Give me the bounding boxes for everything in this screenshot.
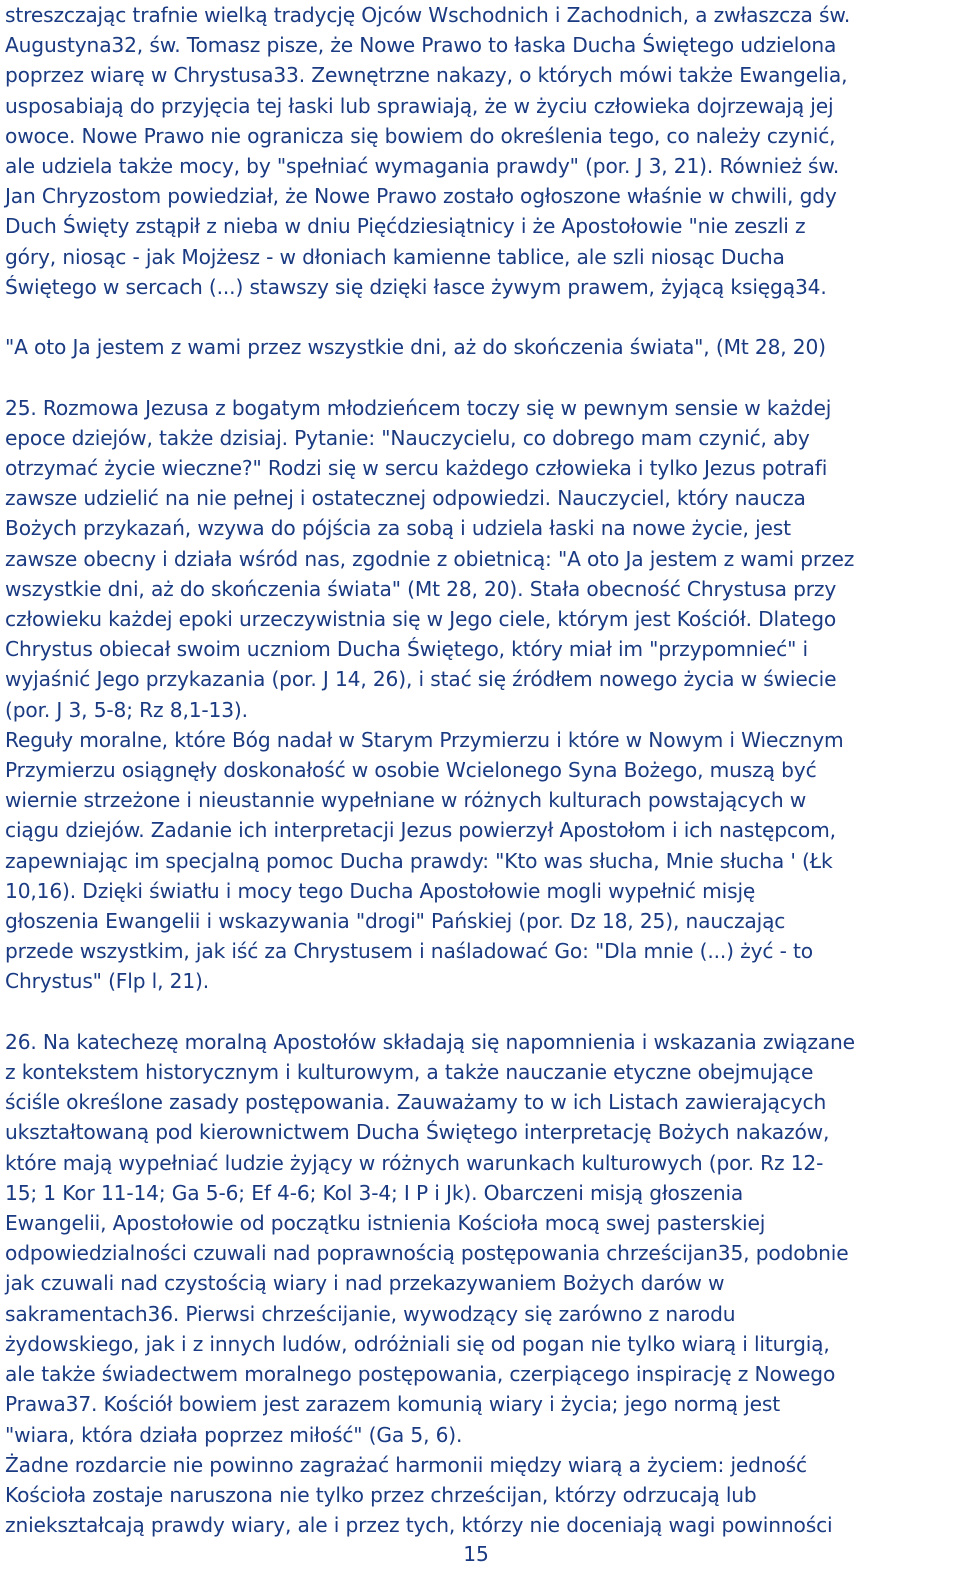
text-line-42: odpowiedzialności czuwali nad poprawnością postępowania chrześcijan35, podobnie [5, 1241, 849, 1266]
text-line-41: Ewangelii, Apostołowie od początku istnienia Kościoła mocą swej pasterskiej [5, 1211, 766, 1236]
text-line-26: Przymierzu osiągnęły doskonałość w osobie Wcielonego Syna Bożego, muszą być [5, 758, 817, 783]
text-line-16: otrzymać życie wieczne?" Rodzi się w sercu każdego człowieka i tylko Jezus potrafi [5, 456, 828, 481]
text-line-43: jak czuwali nad czystością wiary i nad przekazywaniem Bożych darów w [5, 1271, 725, 1296]
text-line-18: Bożych przykazań, wzywa do pójścia za sobą i udziela łaski na nowe życie, jest [5, 516, 791, 541]
text-line-20: wszystkie dni, aż do skończenia świata" (Mt 28, 20). Stała obecność Chrystusa przy [5, 576, 837, 601]
text-line-40: 15; 1 Kor 11-14; Ga 5-6; Ef 4-6; Kol 3-4; I P i Jk). Obarczeni misją głoszenia [5, 1180, 744, 1205]
text-line-5: owoce. Nowe Prawo nie ogranicza się bowiem do określenia tego, co należy czynić, [5, 123, 836, 148]
document-page [5, 0, 947, 1593]
text-line-7: Jan Chryzostom powiedział, że Nowe Prawo zostało ogłoszone właśnie w chwili, gdy [5, 184, 837, 209]
text-line-6: ale udziela także mocy, by "spełniać wymagania prawdy" (por. J 3, 21). Również św. [5, 154, 840, 179]
text-line-25: Reguły moralne, które Bóg nadał w Starym Przymierzu i które w Nowym i Wiecznym [5, 727, 844, 752]
text-line-36: z kontekstem historycznym i kulturowym, a także nauczanie etyczne obejmujące [5, 1060, 814, 1085]
text-line-35: 26. Na katechezę moralną Apostołów składają się napomnienia i wskazania związane [5, 1029, 855, 1054]
text-line-14: 25. Rozmowa Jezusa z bogatym młodzieńcem toczy się w pewnym sensie w każdej [5, 395, 832, 420]
text-line-2: Augustyna32, św. Tomasz pisze, że Nowe Prawo to łaska Ducha Świętego udzielona [5, 33, 837, 58]
text-line-4: usposabiają do przyjęcia tej łaski lub sprawiają, że w życiu człowieka dojrzewają jej [5, 93, 834, 118]
text-line-29: zapewniając im specjalną pomoc Ducha prawdy: "Kto was słucha, Mnie słucha ' (Łk [5, 848, 833, 873]
text-line-48: "wiara, która działa poprzez miłość" (Ga 5, 6). [5, 1422, 463, 1447]
text-line-31: głoszenia Ewangelii i wskazywania "drogi" Pańskiej (por. Dz 18, 25), nauczając [5, 909, 786, 934]
text-line-22: Chrystus obiecał swoim uczniom Ducha Świętego, który miał im "przypomnieć" i [5, 637, 808, 662]
text-line-1: streszczając trafnie wielką tradycję Ojców Wschodnich i Zachodnich, a zwłaszcza św. [5, 3, 851, 27]
page-number: 15 [463, 1542, 489, 1566]
quote-heading: "A oto Ja jestem z wami przez wszystkie dni, aż do skończenia świata", (Mt 28, 20) [5, 335, 826, 360]
text-line-51: zniekształcają prawdy wiary, ale i przez tych, którzy nie doceniają wagi powinności [5, 1513, 833, 1538]
text-line-37: ściśle określone zasady postępowania. Zauważamy to w ich Listach zawierających [5, 1090, 827, 1115]
text-line-32: przede wszystkim, jak iść za Chrystusem i naśladować Go: "Dla mnie (...) żyć - to [5, 939, 813, 964]
text-line-27: wiernie strzeżone i nieustannie wypełniane w różnych kulturach powstających w [5, 788, 807, 813]
text-line-30: 10,16). Dzięki światłu i mocy tego Ducha Apostołowie mogli wypełnić misję [5, 878, 756, 903]
text-line-49: Żadne rozdarcie nie powinno zagrażać harmonii między wiarą a życiem: jedność [5, 1452, 808, 1477]
text-line-44: sakramentach36. Pierwsi chrześcijanie, wywodzący się zarówno z narodu [5, 1301, 736, 1326]
text-line-10: Świętego w sercach (...) stawszy się dzięki łasce żywym prawem, żyjącą księgą34. [5, 274, 827, 299]
text-line-46: ale także świadectwem moralnego postępowania, czerpiącego inspirację z Nowego [5, 1362, 836, 1387]
document-body [5, 0, 947, 1540]
text-line-19: zawsze obecny i działa wśród nas, zgodnie z obietnicą: "A oto Ja jestem z wami przez [5, 546, 855, 571]
text-line-28: ciągu dziejów. Zadanie ich interpretacji Jezus powierzył Apostołom i ich następcom, [5, 818, 836, 843]
text-line-9: góry, niosąc - jak Mojżesz - w dłoniach kamienne tablice, ale szli niosąc Ducha [5, 244, 785, 269]
paragraph-gap [5, 302, 947, 332]
text-line-17: zawsze udzielić na nie pełnej i ostatecznej odpowiedzi. Nauczyciel, który naucza [5, 486, 806, 511]
text-line-50: Kościoła zostaje naruszona nie tylko przez chrześcijan, którzy odrzucają lub [5, 1482, 757, 1507]
text-line-21: człowieku każdej epoki urzeczywistnia się w Jego ciele, którym jest Kościół. Dlatego [5, 607, 837, 632]
text-line-38: ukształtowaną pod kierownictwem Ducha Świętego interpretację Bożych nakazów, [5, 1120, 830, 1145]
text-line-47: Prawa37. Kościół bowiem jest zarazem komunią wiary i życia; jego normą jest [5, 1392, 780, 1417]
text-line-24: (por. J 3, 5-8; Rz 8,1-13). [5, 697, 248, 722]
paragraph-gap [5, 362, 947, 392]
paragraph-gap [5, 997, 947, 1027]
text-line-15: epoce dziejów, także dzisiaj. Pytanie: "Nauczycielu, co dobrego mam czynić, aby [5, 425, 810, 450]
text-line-39: które mają wypełniać ludzie żyjący w różnych warunkach kulturowych (por. Rz 12- [5, 1150, 824, 1175]
text-line-23: wyjaśnić Jego przykazania (por. J 14, 26), i stać się źródłem nowego życia w świecie [5, 667, 837, 692]
text-line-3: poprzez wiarę w Chrystusa33. Zewnętrzne nakazy, o których mówi także Ewangelia, [5, 63, 848, 88]
text-line-45: żydowskiego, jak i z innych ludów, odróżniali się od pogan nie tylko wiarą i liturgią, [5, 1331, 830, 1356]
text-line-8: Duch Święty zstąpił z nieba w dniu Pięćdziesiątnicy i że Apostołowie "nie zeszli z [5, 214, 806, 239]
text-line-33: Chrystus" (Flp l, 21). [5, 969, 210, 994]
